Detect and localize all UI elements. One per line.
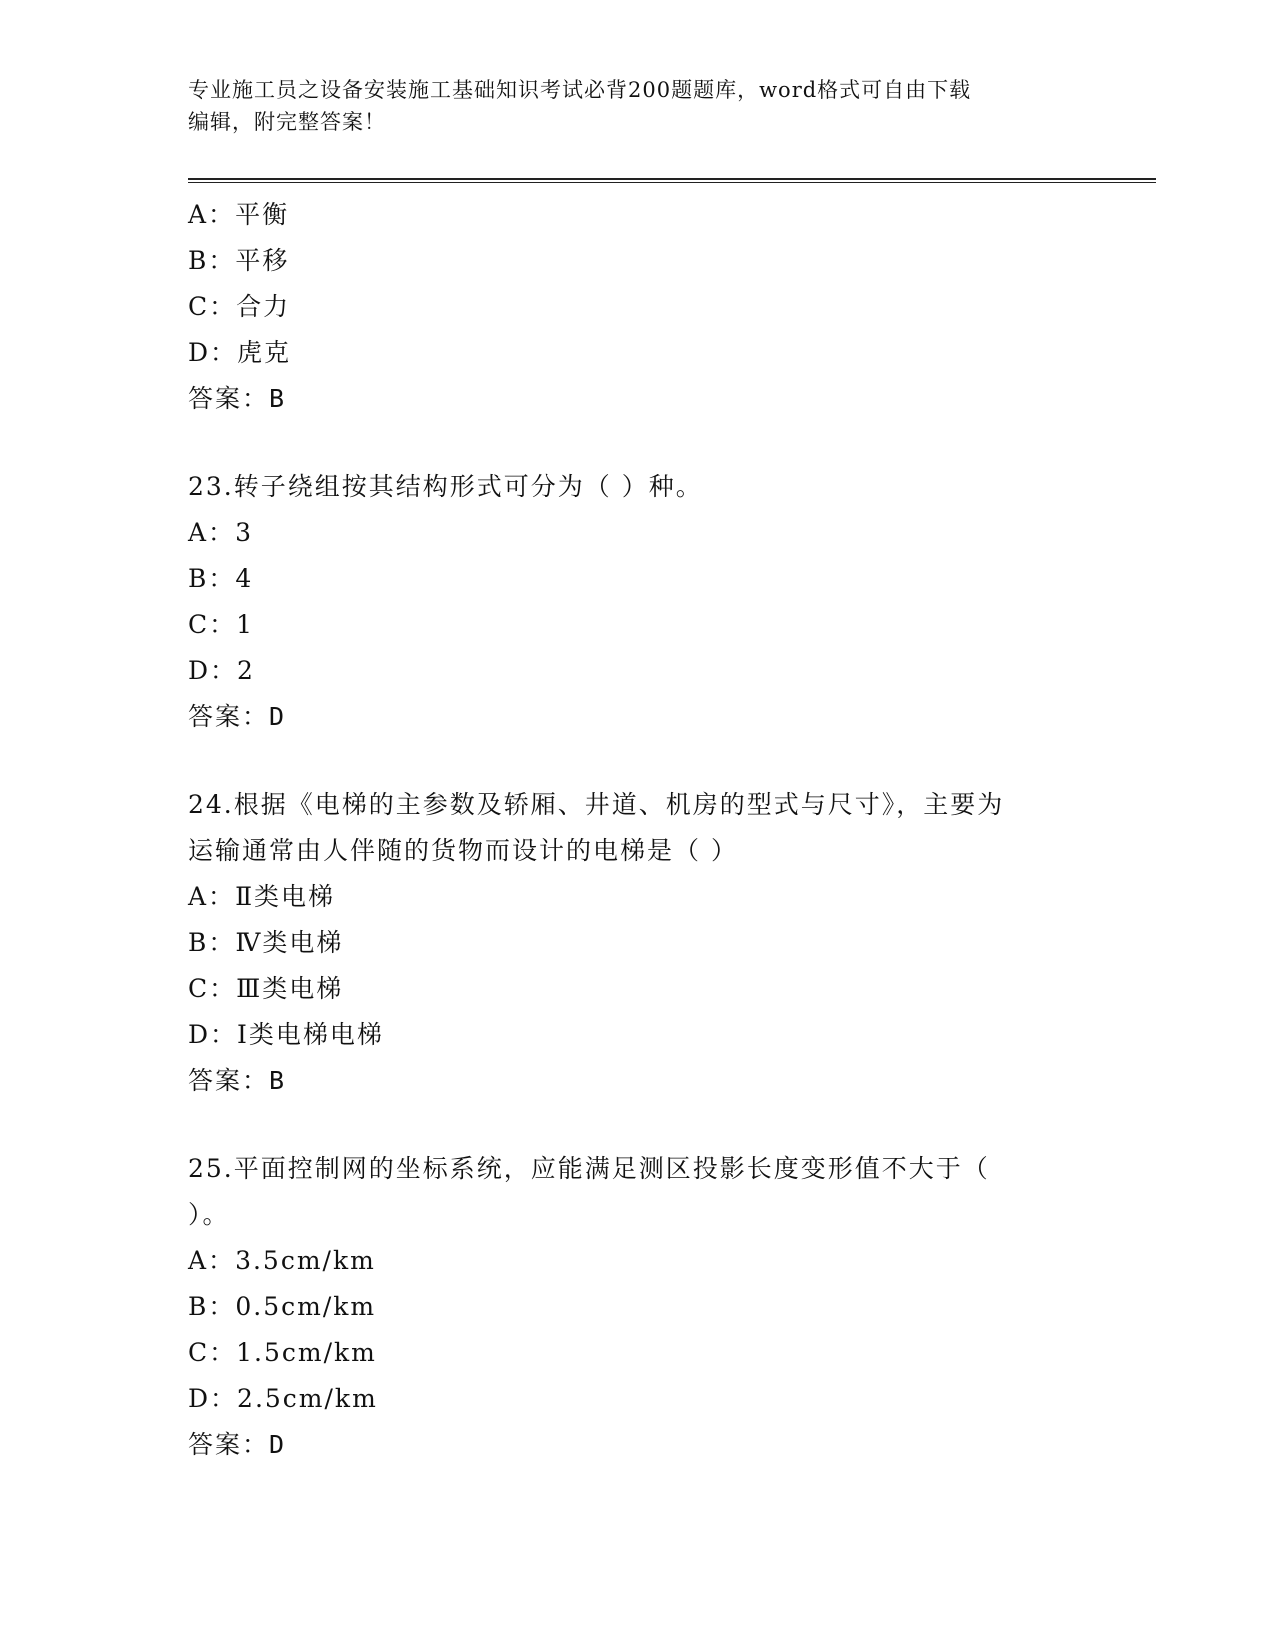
answer-line: 答案：B bbox=[188, 1066, 287, 1095]
option-a: A：3.5cm/km bbox=[188, 1246, 376, 1275]
question-text-line-1: 24.根据《电梯的主参数及轿厢、井道、机房的型式与尺寸》，主要为 bbox=[188, 790, 1005, 819]
spacer bbox=[188, 1104, 1088, 1146]
answer-line: 答案：B bbox=[188, 384, 287, 413]
question-partial bbox=[188, 192, 1088, 422]
spacer bbox=[188, 422, 1088, 464]
option-d: D：2 bbox=[188, 656, 255, 685]
option-b: B：4 bbox=[188, 564, 254, 593]
option-b: B：Ⅳ类电梯 bbox=[188, 928, 344, 957]
spacer bbox=[188, 740, 1088, 782]
question-text-line-2: 运输通常由人伴随的货物而设计的电梯是（ ） bbox=[188, 836, 738, 865]
option-c: C：Ⅲ类电梯 bbox=[188, 974, 344, 1003]
answer-line: 答案：D bbox=[188, 702, 287, 731]
header-line-1: 专业施工员之设备安装施工基础知识考试必背200题题库，word格式可自由下载 bbox=[188, 78, 972, 102]
option-d: D：Ⅰ类电梯电梯 bbox=[188, 1020, 384, 1049]
option-c: C：1 bbox=[188, 610, 255, 639]
header-divider bbox=[188, 178, 1156, 183]
option-a: A：Ⅱ类电梯 bbox=[188, 882, 336, 911]
option-d: D：2.5cm/km bbox=[188, 1384, 378, 1413]
question-text-line-1: 25.平面控制网的坐标系统，应能满足测区投影长度变形值不大于（ bbox=[188, 1154, 990, 1183]
option-a: A：3 bbox=[188, 518, 253, 547]
answer-line: 答案：D bbox=[188, 1430, 287, 1459]
option-a: A：平衡 bbox=[188, 200, 290, 229]
header-line-2: 编辑，附完整答案！ bbox=[188, 110, 386, 134]
document-body bbox=[188, 192, 1088, 1468]
question-23 bbox=[188, 464, 1088, 740]
option-b: B：0.5cm/km bbox=[188, 1292, 377, 1321]
option-d: D：虎克 bbox=[188, 338, 292, 367]
question-25 bbox=[188, 1146, 1088, 1468]
option-c: C：1.5cm/km bbox=[188, 1338, 377, 1367]
question-24 bbox=[188, 782, 1088, 1104]
question-text-line-2: ）。 bbox=[188, 1200, 230, 1229]
document-header bbox=[188, 74, 1088, 138]
question-text: 23.转子绕组按其结构形式可分为（ ）种。 bbox=[188, 472, 703, 501]
option-c: C：合力 bbox=[188, 292, 291, 321]
option-b: B：平移 bbox=[188, 246, 290, 275]
